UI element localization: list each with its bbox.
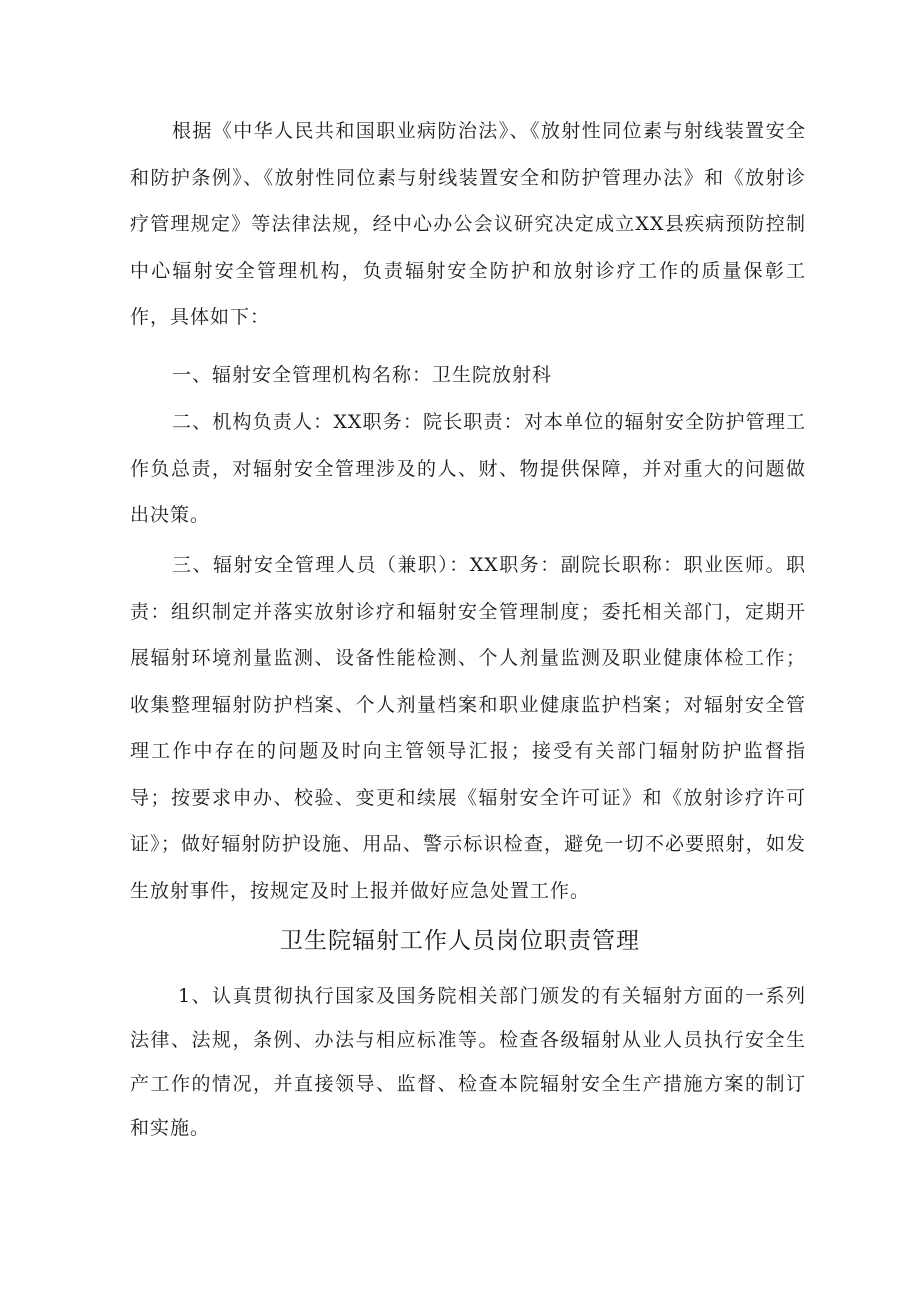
intro-paragraph: 根据《中华人民共和国职业病防治法》、《放射性同位素与射线装置安全和防护条例》、《放射性同位素与射线装置安全和防护管理办法》和《放射诊疗管理规定》等法律法规，经中心办公会议研究决定成立XX县疾病预防控制中心辐射安全管理机构，负责辐射安全防护和放射诊疗工作的质量保彰工作，具体如下： — [130, 120, 806, 328]
section-title: 卫生院辐射工作人员岗位职责管理 — [280, 928, 640, 954]
item-1-organization-name: 一、辐射安全管理机构名称：卫生院放射科 — [172, 364, 553, 386]
item-2-person-in-charge: 二、机构负责人：XX职务：院长职责：对本单位的辐射安全防护管理工作负总责，对辐射安全管理涉及的人、财、物提供保障，并对重大的问题做出决策。 — [130, 411, 806, 526]
item-3-safety-manager: 三、辐射安全管理人员（兼职）：XX职务：副院长职称：职业医师。职责：组织制定并落实放射诊疗和辐射安全管理制度；委托相关部门，定期开展辐射环境剂量监测、设备性能检测、个人剂量监测及职业健康体检工作；收集整理辐射防护档案、个人剂量档案和职业健康监护档案；对辐射安全管理工作中存在的问题及时向主管领导汇报；接受有关部门辐射防护监督指导；按要求申办、校验、变更和续展《辐射安全许可证》和《放射诊疗许可证》；做好辐射防护设施、用品、警示标识检查，避免一切不必要照射，如发生放射事件，按规定及时上报并做好应急处置工作。 — [130, 554, 806, 902]
duty-1-paragraph: 1、认真贯彻执行国家及国务院相关部门颁发的有关辐射方面的一系列法律、法规，条例、办法与相应标准等。检查各级辐射从业人员执行安全生产工作的情况，并直接领导、监督、检查本院辐射安全生产措施方案的制订和实施。 — [130, 985, 806, 1139]
